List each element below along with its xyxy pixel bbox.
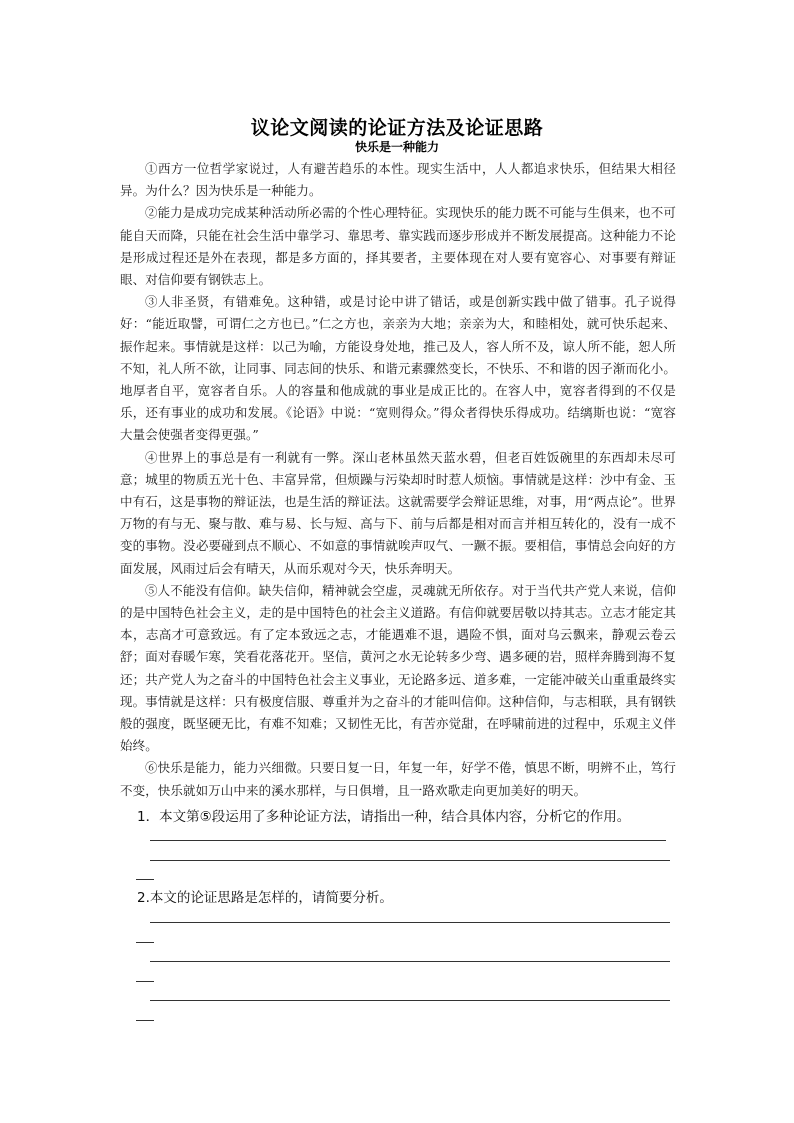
answer-line[interactable] [150, 922, 670, 923]
paragraph-4: ④世界上的事总是有一利就有一弊。深山老林虽然天蓝水碧，但老百姓饭碗里的东西却未尽可意；城里的物质五光十色、丰富异常，但烦躁与污染却时时惹人烦恼。事情就是这样：沙中有金、玉中有石，这是事物的辩证法，也是生活的辩证法。这就需要学会辩证思维，对事，用“两点论”。世界万物的有与无、聚与散、难与易、长与短、高与下、前与后都是相对而言并相互转化的，没有一成不变的事物。没必要碰到点不顺心、不如意的事情就唉声叹气、一蹶不振。要相信，事情总会向好的方面发展，风雨过后会有晴天，从而乐观对今天，快乐奔明天。 [120, 449, 676, 576]
question-2: 2.本文的论证思路是怎样的，请简要分析。 [137, 890, 393, 906]
answer-line[interactable] [150, 860, 670, 861]
document-title: 议论文阅读的论证方法及论证思路 [250, 117, 544, 139]
paragraph-1: ①西方一位哲学家说过，人有避苦趋乐的本性。现实生活中，人人都追求快乐，但结果大相径异。为什么？因为快乐是一种能力。 [120, 161, 676, 199]
article-body [120, 158, 676, 802]
paragraph-5: ⑤人不能没有信仰。缺失信仰，精神就会空虚，灵魂就无所依存。对于当代共产党人来说，信仰的是中国特色社会主义，走的是中国特色的社会主义道路。有信仰就要居敬以持其志。立志才能定其本，志高才可意致远。有了定本致远之志，才能遇难不退，遇险不惧，面对乌云飘来，静观云卷云舒；面对春暖乍寒，笑看花落花开。坚信，黄河之水无论转多少弯、遇多硬的岩，照样奔腾到海不复还；共产党人为之奋斗的中国特色社会主义事业，无论路多远、道多难，一定能冲破关山重重最终实现。事情就是这样：只有极度信服、尊重并为之奋斗的才能叫信仰。这种信仰，与志相联，具有钢铁般的强度，既坚硬无比，有难不知难；又韧性无比，有苦亦觉甜，在呼啸前进的过程中，乐观主义伴始终。 [120, 582, 676, 754]
article-title: 快乐是一种能力 [354, 140, 439, 154]
answer-line[interactable] [150, 840, 666, 841]
question-1: 1．本文第⑤段运用了多种论证方法，请指出一种，结合具体内容，分析它的作用。 [137, 809, 631, 825]
paragraph-6: ⑥快乐是能力，能力兴细微。只要日复一日，年复一年，好学不倦，慎思不断，明辨不止，笃行不变，快乐就如万山中来的溪水那样，与日俱增，且一路欢歌走向更加美好的明天。 [120, 760, 676, 798]
answer-line-end[interactable] [136, 942, 154, 943]
answer-line-end[interactable] [136, 981, 154, 982]
paragraph-3: ③人非圣贤，有错难免。这种错，或是讨论中讲了错话，或是创新实践中做了错事。孔子说得好：“能近取譬，可谓仁之方也已。”仁之方也，亲亲为大地；亲亲为大，和睦相处，就可快乐起来、振作起来。事情就是这样：以己为喻，方能设身处地，推己及人，容人所不及，谅人所不能，恕人所不知，礼人所不欲，让同事、同志间的快乐、和谐元素骤然变长，不快乐、不和谐的因子渐而化小。地厚者自平，宽容者自乐。人的容量和他成就的事业是成正比的。在容人中，宽容者得到的不仅是乐，还有事业的成功和发展。《论语》中说：“宽则得众。”得众者得快乐得成功。结缡斯也说：“宽容大量会使强者变得更强。” [120, 294, 676, 443]
answer-line-end[interactable] [136, 879, 154, 880]
paragraph-2: ②能力是成功完成某种活动所必需的个性心理特征。实现快乐的能力既不可能与生俱来，也不可能自天而降，只能在社会生活中靠学习、靠思考、靠实践而逐步形成并不断发展提高。这种能力不论是形成过程还是外在表现，都是多方面的，择其要者，主要体现在对人要有宽容心、对事要有辩证眼、对信仰要有钢铁志上。 [120, 205, 676, 288]
answer-line-end[interactable] [136, 1020, 154, 1021]
answer-line[interactable] [150, 1000, 670, 1001]
answer-line[interactable] [150, 961, 670, 962]
